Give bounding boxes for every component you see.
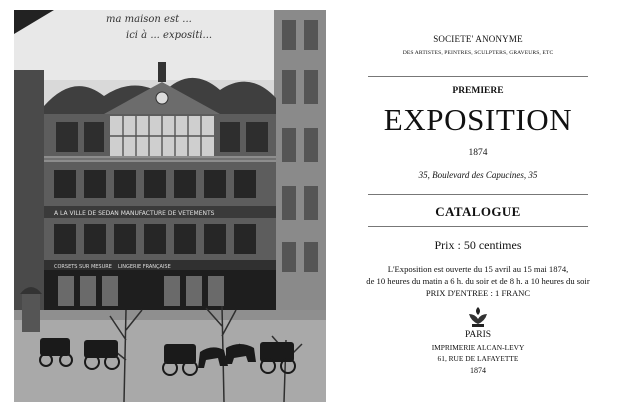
- ouverture-line-1: L'Exposition est ouverte du 15 avril au 15 mai 1874,: [387, 264, 569, 274]
- catalogue-label: CATALOGUE: [435, 204, 521, 219]
- storefront-sign-lingerie: LINGERIE FRANÇAISE: [118, 264, 171, 270]
- historic-photograph: [14, 10, 326, 402]
- prix-label: Prix : 50 centimes: [434, 238, 522, 252]
- storefront-sign-upper: A LA VILLE DE SEDAN MANUFACTURE DE VETEMENTS: [54, 210, 215, 217]
- divider-rule: [368, 76, 588, 77]
- imprint-street: 61, RUE DE LAFAYETTE: [437, 354, 519, 363]
- exposition-address: 35, Boulevard des Capucines, 35: [418, 170, 538, 180]
- ouverture-line-2: de 10 heures du matin a 6 h. du soir et de 8 h. a 10 heures du soir: [366, 276, 590, 286]
- divider-rule: [368, 226, 588, 227]
- imprint-year: 1874: [470, 366, 486, 375]
- imprint-printer: IMPRIMERIE ALCAN-LEVY: [431, 343, 525, 352]
- divider-rule: [368, 194, 588, 195]
- exposition-year: 1874: [468, 148, 488, 158]
- premiere-label: PREMIERE: [452, 86, 504, 96]
- exposition-title: EXPOSITION: [383, 102, 573, 137]
- handwriting-line-2: ici à ... expositi...: [126, 30, 213, 41]
- prix-entree-label: PRIX D'ENTREE : 1 FRANC: [425, 288, 531, 298]
- printer-mark-icon: [362, 306, 594, 328]
- imprint-city: PARIS: [464, 330, 492, 340]
- artistes-subheading: DES ARTISTES, PEINTRES, SCULPTERS, GRAVEURS, ETC: [402, 50, 554, 56]
- storefront-sign-corsets: CORSETS SUR MESURE: [54, 264, 112, 270]
- societe-anonyme-heading: SOCIETE' ANONYME: [433, 34, 523, 44]
- handwriting-line-1: ma maison est ...: [106, 14, 192, 25]
